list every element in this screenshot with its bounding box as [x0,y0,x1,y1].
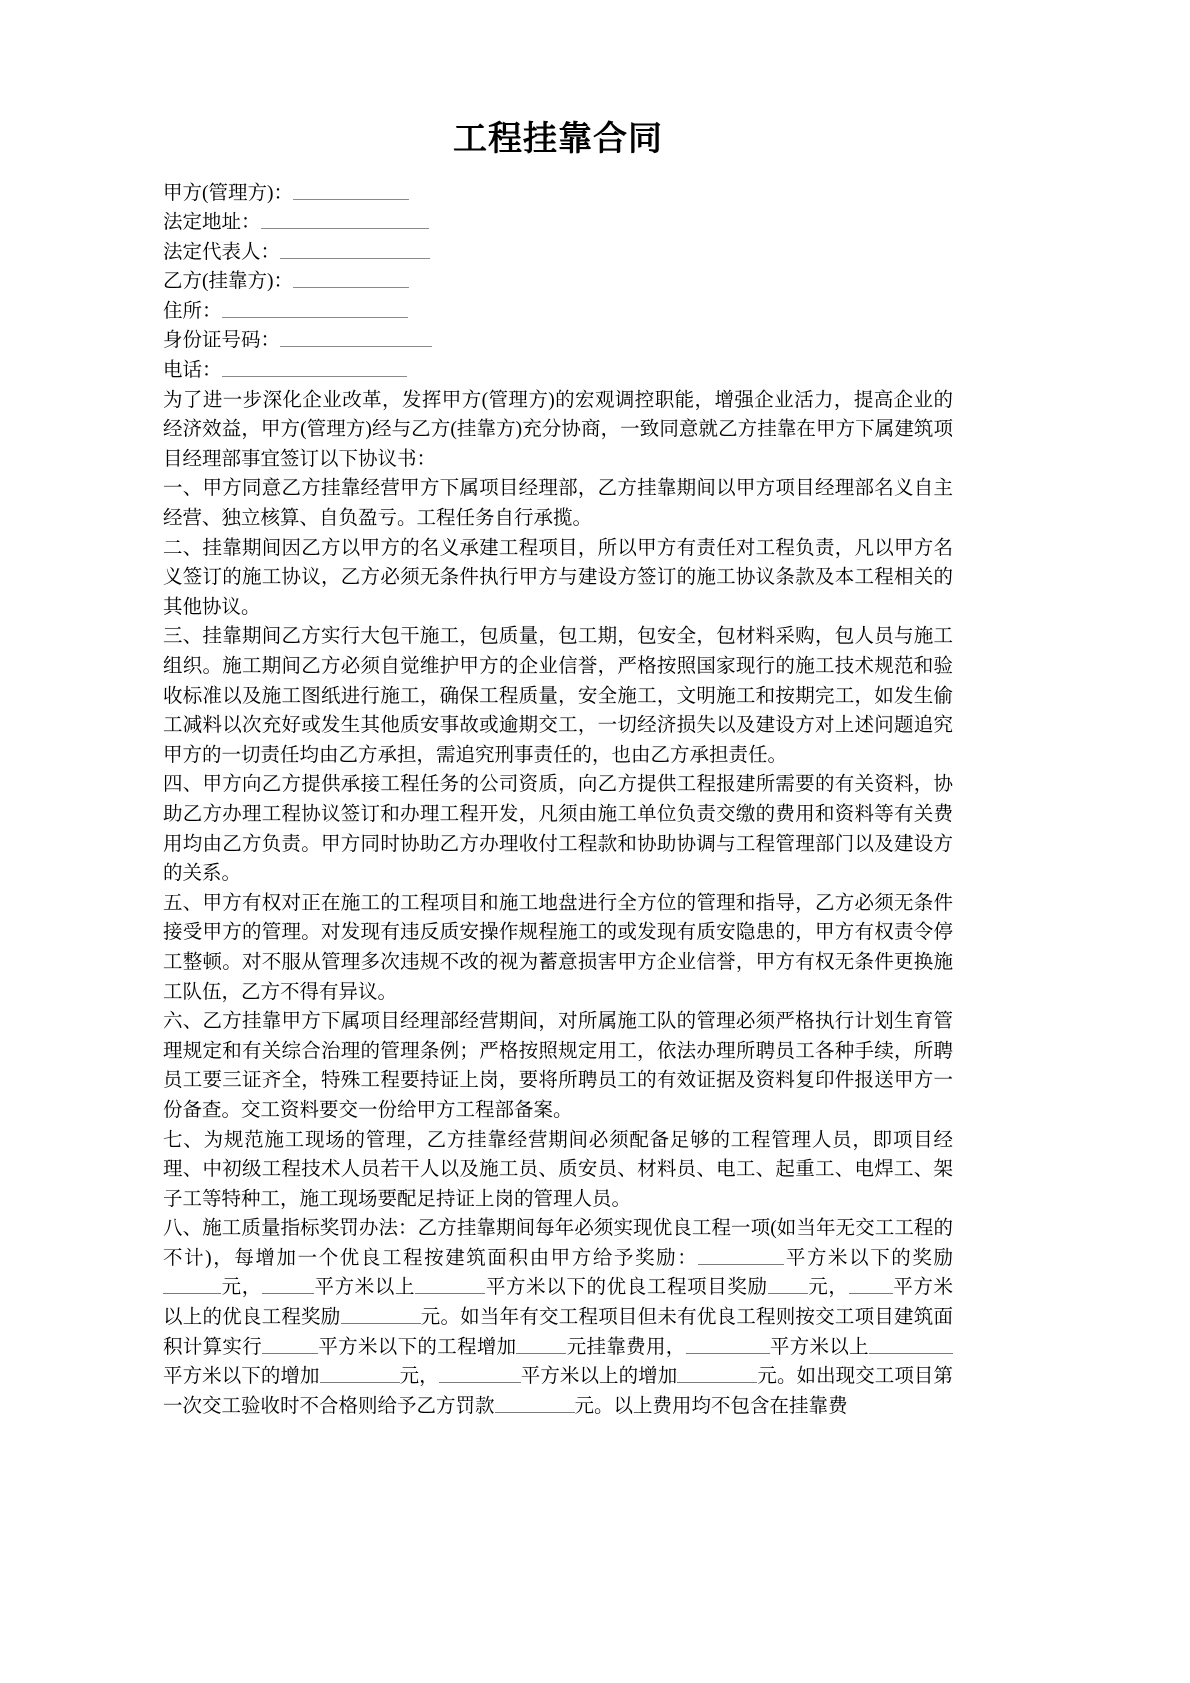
clause-number: 四、 [163,774,203,796]
inline-fill-blank[interactable] [869,1335,953,1354]
field-row [163,238,953,268]
inline-fill-blank[interactable] [341,1306,421,1325]
field-row [163,267,953,297]
field-label: 法定代表人： [163,241,281,263]
clause-eight-body [163,1218,953,1417]
inline-fill-blank[interactable] [686,1335,770,1354]
clause-text: 为规范施工现场的管理，乙方挂靠经营期间必须配备足够的工程管理人员，即项目经理、中初级工程技术人员若干人以及施工员、质安员、材料员、电工、起重工、电焊工、架子工等特种工，施工现场要配足持证上岗的管理人员。 [163,1129,953,1210]
field-row [163,356,953,386]
clause-number: 一、 [163,478,203,500]
inline-fill-blank[interactable] [516,1335,566,1354]
clause-text: 甲方同意乙方挂靠经营甲方下属项目经理部，乙方挂靠期间以甲方项目经理部名义自主经营、独立核算、自负盈亏。工程任务自行承揽。 [163,478,953,530]
field-row [163,208,953,238]
clause-paragraph-3 [163,622,953,770]
clause-text-segment: 元， [807,1277,849,1299]
field-blank[interactable] [280,329,432,348]
inline-fill-blank[interactable] [163,1276,221,1295]
field-label: 住所： [163,300,222,322]
clause-paragraph-8 [163,1214,953,1421]
field-label: 电话： [163,360,222,382]
clause-text-segment: 平方米以上的优良工程奖励 [163,1277,953,1329]
field-label: 身份证号码： [163,330,281,352]
inline-fill-blank[interactable] [677,1365,757,1384]
document-content [163,118,953,1421]
clause-paragraph-4 [163,770,953,888]
field-blank[interactable] [222,358,407,377]
clause-number: 三、 [163,626,203,648]
clause-paragraph-2 [163,534,953,623]
clause-number: 五、 [163,892,203,914]
clause-number: 八、 [163,1218,203,1240]
clause-text: 乙方挂靠甲方下属项目经理部经营期间，对所属施工队的管理必须严格执行计划生育管理规定和有关综合治理的管理条例；严格按照规定用工，依法办理所聘员工各种手续，所聘员工要三证齐全，特殊工程要持证上岗，要将所聘员工的有效证据及资料复印件报送甲方一份备查。交工资料要交一份给甲方工程部备案。 [163,1011,953,1121]
inline-fill-blank[interactable] [320,1365,400,1384]
clause-text-segment: 平方米以下的奖励 [784,1247,953,1269]
field-label: 甲方(管理方)： [163,182,293,204]
inline-fill-blank[interactable] [439,1365,521,1384]
inline-fill-blank[interactable] [698,1246,784,1265]
clause-text-segment: 元。如出现交工项目第一次交工验收时不合格则给予乙方罚款 [163,1366,953,1417]
clause-number: 七、 [163,1129,204,1151]
clause-paragraph-1 [163,474,953,533]
inline-fill-blank[interactable] [768,1276,808,1295]
field-label: 乙方(挂靠方)： [163,271,293,293]
clause-number: 二、 [163,537,203,559]
clause-text-segment: 平方米以下的工程增加 [318,1336,517,1358]
clause-paragraph-7 [163,1126,953,1215]
field-row [163,179,953,209]
field-blank[interactable] [280,240,430,259]
clause-text: 甲方有权对正在施工的工程项目和施工地盘进行全方位的管理和指导，乙方必须无条件接受甲方的管理。对发现有违反质安操作规程施工的或发现有质安隐患的，甲方有权责令停工整顿。对不服从管理多次违规不改的视为蓄意损害甲方企业信誉，甲方有权无条件更换施工队伍，乙方不得有异议。 [163,892,953,1003]
party-information-fields [163,179,953,386]
clause-text: 挂靠期间乙方实行大包干施工，包质量，包工期，包安全，包材料采购，包人员与施工组织。施工期间乙方必须自觉维护甲方的企业信誉，严格按照国家现行的施工技术规范和验收标准以及施工图纸进行施工，确保工程质量，安全施工，文明施工和按期完工，如发生偷工减料以次充好或发生其他质安事故或逾期交工，一切经济损失以及建设方对上述问题追究甲方的一切责任均由乙方承担，需追究刑事责任的，也由乙方承担责任。 [163,626,953,766]
clause-paragraph-6 [163,1007,953,1125]
page-title: 工程挂靠合同 [453,120,663,158]
clause-number: 六、 [163,1011,203,1033]
clause-text-segment: 元， [399,1366,439,1388]
inline-fill-blank[interactable] [415,1276,485,1295]
field-blank[interactable] [293,181,409,200]
clause-text-segment: 平方米以上 [313,1277,416,1299]
clause-text-segment: 平方米以上的增加 [520,1366,678,1388]
clause-text-segment: 元。如当年有交工程项目但未有优良工程则按交工项目建筑面积计算实行 [163,1307,953,1358]
clause-text-segment: 元挂靠费用， [566,1336,686,1358]
field-label: 法定地址： [163,212,261,234]
inline-fill-blank[interactable] [262,1335,318,1354]
inline-fill-blank[interactable] [495,1394,575,1413]
clause-text-segment: 元， [221,1277,262,1299]
inline-fill-blank[interactable] [849,1276,893,1295]
clause-text: 甲方向乙方提供承接工程任务的公司资质，向乙方提供工程报建所需要的有关资料，协助乙方办理工程协议签订和办理工程开发，凡须由施工单位负责交缴的费用和资料等有关费用均由乙方负责。甲方同时协助乙方办理收付工程款和协助协调与工程管理部门以及建设方的关系。 [163,774,953,885]
clause-text-segment: 平方米以下的优良工程项目奖励 [485,1277,768,1299]
field-row [163,326,953,356]
clause-text: 挂靠期间因乙方以甲方的名义承建工程项目，所以甲方有责任对工程负责，凡以甲方名义签订的施工协议，乙方必须无条件执行甲方与建设方签订的施工协议条款及本工程相关的其他协议。 [163,537,953,618]
inline-fill-blank[interactable] [262,1276,314,1295]
field-blank[interactable] [293,269,409,288]
clause-text-segment: 施工质量指标奖罚办法：乙方挂靠期间每年必须实现优良工程一项(如当年无交工工程的不计)，每增加一个优良工程按建筑面积由甲方给予奖励： [163,1218,953,1269]
field-blank[interactable] [222,299,408,318]
clause-text-segment: 元。以上费用均不包含在挂靠费 [574,1395,848,1417]
clause-paragraph-5 [163,889,953,1007]
clause-text-segment: 平方米以下的增加 [163,1366,320,1388]
preamble-paragraph: 为了进一步深化企业改革，发挥甲方(管理方)的宏观调控职能，增强企业活力，提高企业的经济效益，甲方(管理方)经与乙方(挂靠方)充分协商，一致同意就乙方挂靠在甲方下属建筑项目经理部事宜签订以下协议书： [163,389,953,470]
field-row [163,297,953,327]
clause-text-segment: 平方米以上 [769,1336,869,1358]
field-blank[interactable] [261,210,429,229]
